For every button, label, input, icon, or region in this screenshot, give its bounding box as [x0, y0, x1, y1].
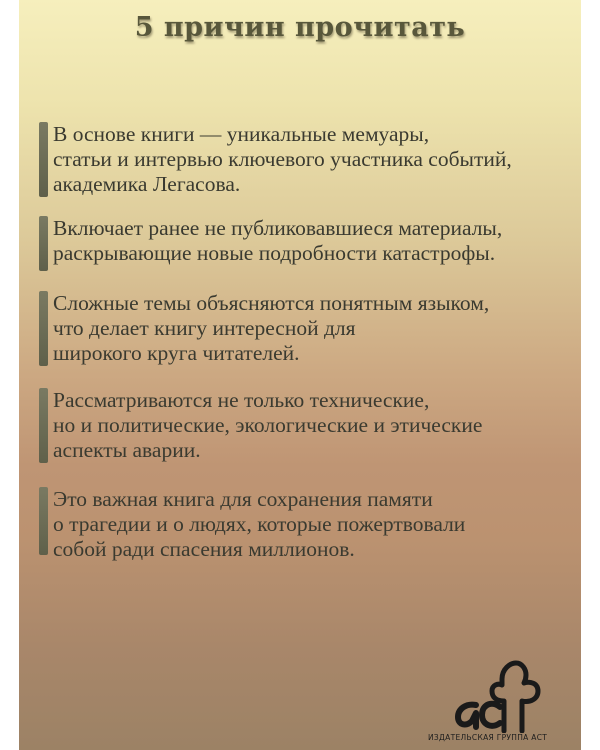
- publisher-logo: [442, 655, 552, 733]
- reason-marker-bar: [39, 388, 48, 463]
- reason-item-1: [39, 122, 569, 197]
- infographic-card: [19, 0, 581, 750]
- reason-item-3: [39, 291, 569, 366]
- publisher-caption: ИЗДАТЕЛЬСКАЯ ГРУППА АСТ: [428, 733, 548, 742]
- reason-marker-bar: [39, 487, 48, 555]
- reason-text: Включает ранее не публиковавшиеся материалы, раскрывающие новые подробности катастрофы.: [53, 216, 503, 265]
- page-title: 5 причин прочитать: [134, 12, 466, 43]
- reason-item-2: [39, 216, 569, 271]
- reason-text: Рассматриваются не только технические, но и политические, экологические и этические аспекты аварии.: [53, 388, 483, 462]
- reason-text: Сложные темы объясняются понятным языком, что делает книгу интересной для широкого круга читателей.: [53, 291, 490, 365]
- reason-item-5: [39, 487, 569, 561]
- reason-item-4: [39, 388, 569, 463]
- reason-text: Это важная книга для сохранения памяти о трагедии и о людях, которые пожертвовали собой ради спасения миллионов.: [53, 487, 466, 561]
- reason-marker-bar: [39, 122, 48, 197]
- reason-marker-bar: [39, 291, 48, 366]
- act-logo-icon: [442, 655, 552, 733]
- reason-text: В основе книги — уникальные мемуары, статьи и интервью ключевого участника событий, академика Легасова.: [53, 122, 512, 196]
- reason-marker-bar: [39, 216, 48, 271]
